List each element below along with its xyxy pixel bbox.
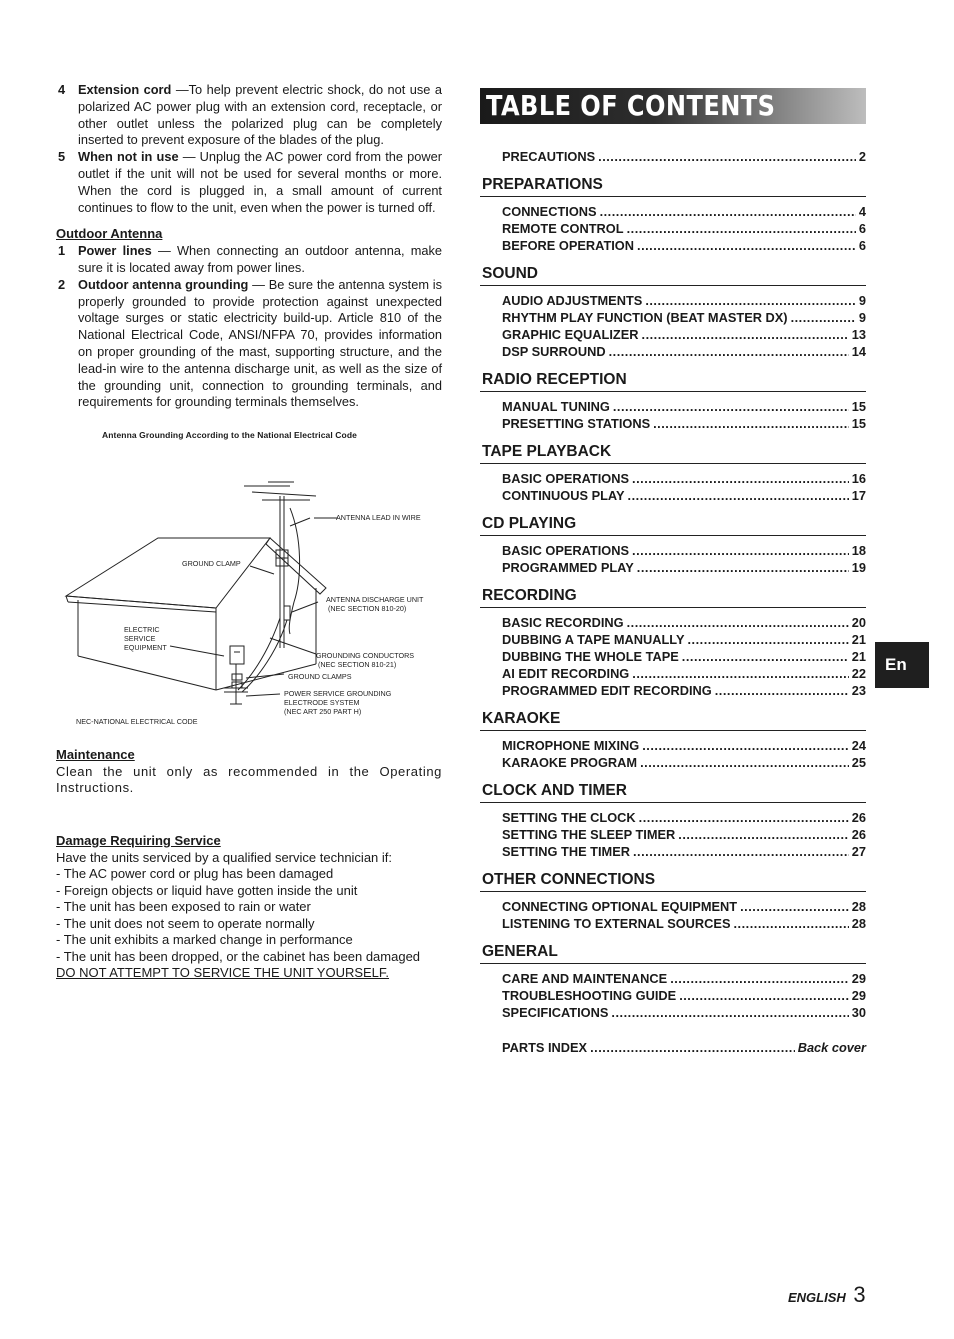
damage-item: - The unit has been dropped, or the cabinet has been damaged — [56, 948, 421, 964]
toc-entry-label: DUBBING A TAPE MANUALLY — [502, 632, 685, 647]
label-electrode-system: ELECTRODE SYSTEM — [284, 698, 360, 707]
label-discharge-unit: ANTENNA DISCHARGE UNIT — [326, 595, 424, 604]
label-ground-clamp: GROUND CLAMP — [182, 559, 241, 568]
toc-entry-page: 17 — [851, 488, 866, 503]
toc-entry — [480, 754, 866, 771]
toc-entry-label: BASIC RECORDING — [502, 615, 624, 630]
toc-entry-label: CONTINUOUS PLAY — [502, 488, 625, 503]
toc-entry-parts-index — [480, 1039, 866, 1056]
toc-entry-page: 6 — [858, 238, 866, 253]
label-equipment: EQUIPMENT — [124, 643, 167, 652]
toc-entry-page: 21 — [851, 649, 866, 664]
toc-section-heading: RADIO RECEPTION — [480, 370, 866, 392]
toc-entry — [480, 559, 866, 576]
toc-entry-label: AI EDIT RECORDING — [502, 666, 630, 681]
toc-entry — [480, 682, 866, 699]
toc-entry — [480, 915, 866, 932]
toc-entry-label: CONNECTING OPTIONAL EQUIPMENT — [502, 899, 738, 914]
toc-entry-page: 27 — [851, 844, 866, 859]
toc-section-heading: CLOCK AND TIMER — [480, 781, 866, 803]
antenna-item-2 — [56, 277, 442, 411]
toc-entry — [480, 631, 866, 648]
label-grounding-conductors: GROUNDING CONDUCTORS — [316, 651, 415, 660]
item-number: 2 — [58, 276, 66, 292]
toc-entry — [480, 398, 866, 415]
item-term: Outdoor antenna grounding — [78, 276, 249, 292]
toc-entry — [480, 648, 866, 665]
toc-entry — [480, 487, 866, 504]
label-service: SERVICE — [124, 634, 156, 643]
label-electric: ELECTRIC — [124, 625, 160, 634]
toc-entry-page: 29 — [851, 988, 866, 1003]
toc-entry-label: MANUAL TUNING — [502, 399, 610, 414]
toc-section-heading: TAPE PLAYBACK — [480, 442, 866, 464]
toc-entry-label: CARE AND MAINTENANCE — [502, 971, 668, 986]
toc-entry-page: 24 — [851, 738, 866, 753]
label-conductors-section: (NEC SECTION 810-21) — [318, 660, 397, 669]
toc-section-heading: RECORDING — [480, 586, 866, 608]
toc-entry-page: 2 — [858, 149, 866, 164]
toc-entry-label: TROUBLESHOOTING GUIDE — [502, 988, 677, 1003]
item-number: 5 — [58, 149, 66, 165]
toc-entry-label: RHYTHM PLAY FUNCTION (BEAT MASTER DX) — [502, 310, 788, 325]
toc-entry-page: 4 — [858, 204, 866, 219]
toc-entry-label: SPECIFICATIONS — [502, 1005, 609, 1020]
toc-entry — [480, 220, 866, 237]
toc-entry — [480, 309, 866, 326]
maintenance-section — [56, 747, 442, 797]
toc-entry-page: 13 — [851, 327, 866, 342]
toc-section-heading: PREPARATIONS — [480, 175, 866, 197]
toc-entry-label: LISTENING TO EXTERNAL SOURCES — [502, 916, 731, 931]
toc-entry-page: 23 — [851, 683, 866, 698]
damage-item: - The AC power cord or plug has been damaged — [56, 866, 334, 881]
toc-entry-page: 14 — [851, 344, 866, 359]
label-discharge-section: (NEC SECTION 810-20) — [328, 604, 407, 613]
toc-entry-page: 18 — [851, 543, 866, 558]
item-text: — When connecting an outdoor antenna, make sure it is located away from power lines. — [78, 243, 442, 275]
toc-entry — [480, 203, 866, 220]
toc-entry-label: MICROPHONE MIXING — [502, 738, 640, 753]
damage-item: - The unit has been exposed to rain or water — [56, 899, 311, 914]
toc-title: TABLE OF CONTENTS — [486, 89, 776, 122]
toc-entry — [480, 826, 866, 843]
label-nec-article: (NEC ART 250 PART H) — [284, 707, 362, 716]
toc-entry — [480, 343, 866, 360]
toc-entry-page: 15 — [851, 416, 866, 431]
toc-section-heading: KARAOKE — [480, 709, 866, 731]
label-ground-clamps: GROUND CLAMPS — [288, 672, 352, 681]
toc-entry — [480, 542, 866, 559]
item-term: Extension cord — [78, 82, 172, 97]
toc-entry-page: 16 — [851, 471, 866, 486]
label-power-service: POWER SERVICE GROUNDING — [284, 689, 392, 698]
toc-entry-page: 28 — [851, 899, 866, 914]
damage-heading: Damage Requiring Service — [56, 833, 221, 848]
service-warning: DO NOT ATTEMPT TO SERVICE THE UNIT YOURSELF. — [56, 965, 390, 980]
toc-entry — [480, 737, 866, 754]
toc-entry-label: SETTING THE TIMER — [502, 844, 630, 859]
toc-entry — [480, 326, 866, 343]
toc-entry-label: REMOTE CONTROL — [502, 221, 624, 236]
item-text: — Be sure the antenna system is properly grounded to provide protection against unexpected voltage surges or static electricity build-up. Article 810 of the National Electrical Code, ANSI/NFPA 70, provides information on proper grounding of the mast, supporting structure, and the lead-in wire to the antenna discharge unit, as well as the size of the grounding unit, connection to grounding terminals, and requirements for grounding terminals themselves. — [78, 276, 442, 410]
item-text: —To help prevent electric shock, do not use a polarized AC power plug with an extension cord, receptacle, or other outlet unless the polarized plug can be completely inserted to prevent exposure of the blades of the plug. — [78, 82, 442, 148]
toc-entry-page: 6 — [858, 221, 866, 236]
toc-entry — [480, 292, 866, 309]
toc-entry-label: SETTING THE CLOCK — [502, 810, 636, 825]
toc-entry-page: 22 — [851, 666, 866, 681]
toc-entry-page: 26 — [851, 810, 866, 825]
damage-item: - Foreign objects or liquid have gotten inside the unit — [56, 882, 358, 898]
page-footer — [788, 1282, 866, 1308]
maintenance-heading: Maintenance — [56, 747, 135, 762]
toc-entry-page: 9 — [858, 293, 866, 308]
toc-entry-page: 21 — [851, 632, 866, 647]
toc-sections — [480, 175, 866, 1021]
toc-entry-page: 25 — [851, 755, 866, 770]
page-number: 3 — [853, 1282, 866, 1307]
damage-item: - The unit does not seem to operate normally — [56, 915, 315, 931]
toc-section-heading: OTHER CONNECTIONS — [480, 870, 866, 892]
toc-entry-page: 20 — [851, 615, 866, 630]
antenna-item-1 — [56, 243, 442, 277]
toc-entry — [480, 415, 866, 432]
toc-entry-label: PRESETTING STATIONS — [502, 416, 651, 431]
label-antenna-lead-in-wire: ANTENNA LEAD IN WIRE — [336, 513, 421, 522]
toc-entry-label: AUDIO ADJUSTMENTS — [502, 293, 643, 308]
toc-entry — [480, 470, 866, 487]
toc-entry-page: 29 — [851, 971, 866, 986]
toc-entry-label: GRAPHIC EQUALIZER — [502, 327, 639, 342]
outdoor-antenna-heading: Outdoor Antenna — [56, 226, 163, 242]
diagram-title: Antenna Grounding According to the National Electrical Code — [102, 430, 357, 441]
toc-entry — [480, 987, 866, 1004]
left-column — [56, 82, 442, 444]
toc-banner — [480, 88, 866, 124]
toc-entry — [480, 843, 866, 860]
toc-entry — [480, 809, 866, 826]
toc-entry-label: PROGRAMMED EDIT RECORDING — [502, 683, 712, 698]
label-nec-note: NEC-NATIONAL ELECTRICAL CODE — [76, 717, 198, 726]
safety-item-5 — [56, 149, 442, 216]
toc-entry — [480, 970, 866, 987]
toc-entry-label: DUBBING THE WHOLE TAPE — [502, 649, 679, 664]
safety-item-4 — [56, 82, 442, 149]
damage-intro: Have the units serviced by a qualified service technician if: — [56, 849, 393, 865]
toc-entry — [480, 237, 866, 254]
toc-entry-label: CONNECTIONS — [502, 204, 597, 219]
maintenance-text: Clean the unit only as recommended in the Operating Instructions. — [56, 763, 442, 795]
toc-entry-page: 30 — [851, 1005, 866, 1020]
toc-entry — [480, 1004, 866, 1021]
item-term: When not in use — [78, 149, 179, 165]
toc-entry-precautions — [480, 148, 866, 165]
toc-entry-label: BASIC OPERATIONS — [502, 471, 630, 486]
toc-section-heading: GENERAL — [480, 942, 866, 964]
toc-entry-page: Back cover — [797, 1040, 866, 1055]
toc-entry-label: BASIC OPERATIONS — [502, 543, 630, 558]
damage-section — [56, 833, 442, 982]
toc-entry-label: BEFORE OPERATION — [502, 238, 635, 253]
item-text: — Unplug the AC power cord from the power outlet if the unit will not be used for several months or more. When the cord is plugged in, a small amount of current continues to flow to the unit, even when the power is turned off. — [78, 149, 442, 215]
toc-entry-label: PROGRAMMED PLAY — [502, 560, 634, 575]
toc-entry-label: KARAOKE PROGRAM — [502, 755, 638, 770]
language-tab: En — [875, 642, 929, 688]
toc-entry-label: PRECAUTIONS — [502, 149, 596, 164]
toc-entry — [480, 898, 866, 915]
antenna-grounding-diagram — [58, 478, 448, 736]
toc-entry — [480, 665, 866, 682]
toc-entry-page: 15 — [851, 399, 866, 414]
toc-entry-page: 28 — [851, 916, 866, 931]
toc-section-heading: CD PLAYING — [480, 514, 866, 536]
toc-entry-label: DSP SURROUND — [502, 344, 606, 359]
item-term: Power lines — [78, 243, 152, 259]
toc-entry — [480, 614, 866, 631]
toc-entry-page: 19 — [851, 560, 866, 575]
item-number: 1 — [58, 243, 66, 259]
damage-item: - The unit exhibits a marked change in performance — [56, 932, 353, 947]
table-of-contents — [480, 88, 866, 1056]
toc-section-heading: SOUND — [480, 264, 866, 286]
footer-language: ENGLISH — [788, 1290, 846, 1305]
toc-entry-page: 26 — [851, 827, 866, 842]
toc-entry-label: PARTS INDEX — [502, 1040, 588, 1055]
toc-entry-page: 9 — [858, 310, 866, 325]
item-number: 4 — [58, 82, 66, 97]
toc-entry-label: SETTING THE SLEEP TIMER — [502, 827, 676, 842]
